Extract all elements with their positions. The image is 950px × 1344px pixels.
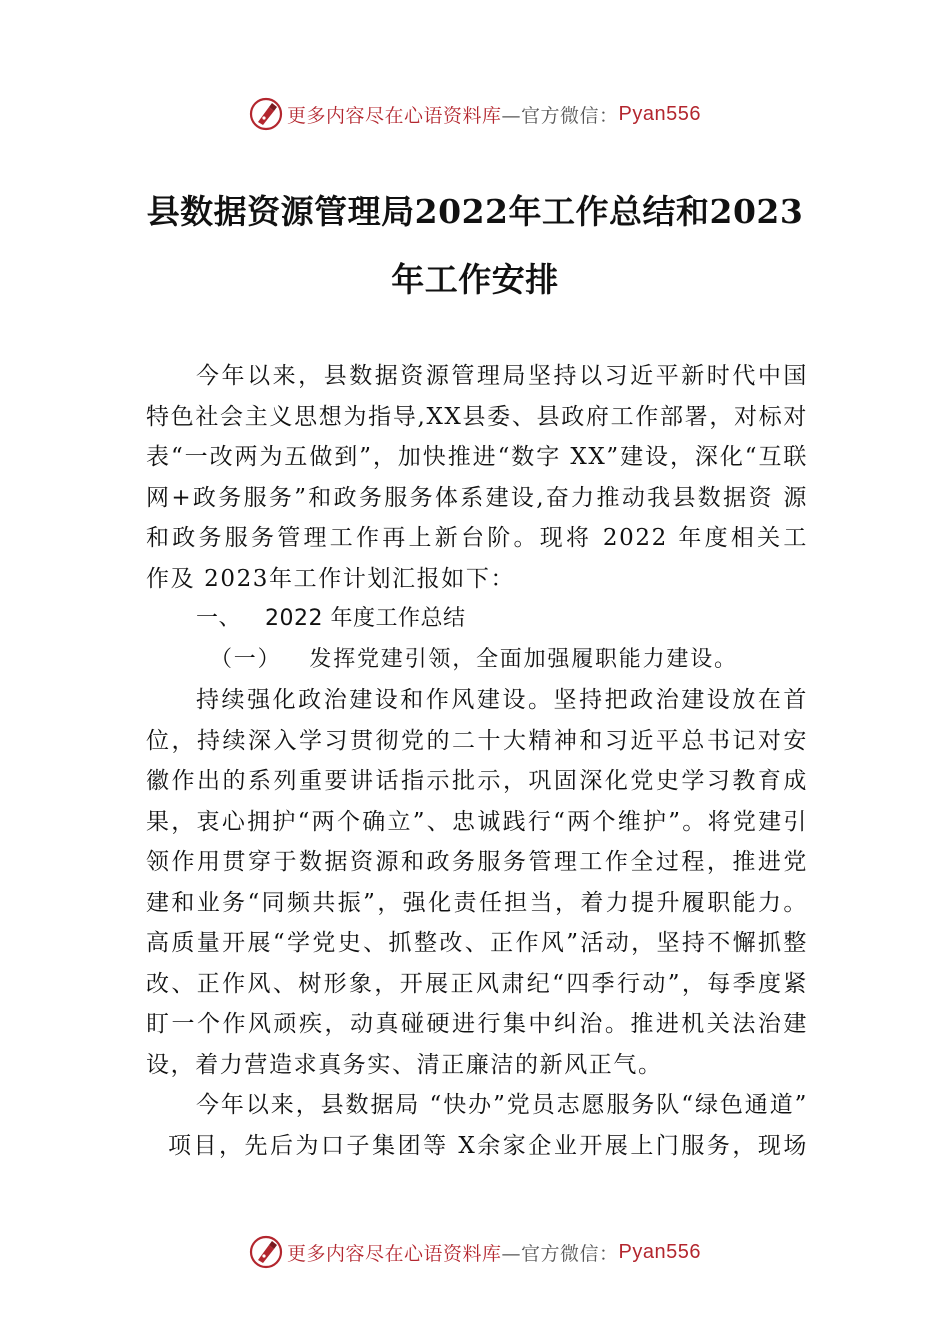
paragraph-line: 持续强化政治建设和作风建设。坚持把政治建设放在首 <box>196 687 808 713</box>
promo-separator: —官方微信： <box>501 1242 619 1265</box>
footer-banner <box>0 1232 950 1272</box>
subsection-title: 发挥党建引领，全面加强履职能力建设。 <box>309 646 738 672</box>
paragraph-line: 果，衷心拥护“两个确立”、忠诚践行“两个维护”。将党建引 <box>146 808 808 835</box>
paragraph-line: 高质量开展“学党史、抓整改、正作风”活动，坚持不懈抓整 <box>146 930 808 956</box>
paragraph-line: 位，持续深入学习贯彻党的二十大精神和习近平总书记对安 <box>146 727 808 754</box>
section-heading-1 <box>146 599 808 640</box>
pen-nib-logo-icon <box>249 1235 283 1269</box>
paragraph-line: 徽作出的系列重要讲话指示批示，巩固深化党史学习教育成 <box>146 768 808 794</box>
paragraph-line: 设，着力营造求真务实、清正廉洁的新风正气。 <box>146 1051 663 1078</box>
intro-line: 特色社会主义思想为指导,XX县委、县政府工作部署，对标对 <box>146 403 808 430</box>
subsection-heading-1 <box>146 640 808 681</box>
intro-line: 网+政务服务”和政务服务体系建设,奋力推动我县数据资 源 <box>146 484 808 511</box>
section-title: 2022 年度工作总结 <box>265 606 466 631</box>
document-title-line-1: 县数据资源管理局2022年工作总结和2023 <box>146 192 804 231</box>
paragraph-line: 盯一个作风顽疾，动真碰硬进行集中纠治。推进机关法治建 <box>146 1011 808 1037</box>
wechat-id: Pyan556 <box>618 102 701 125</box>
intro-line: 今年以来，县数据资源管理局坚持以习近平新时代中国 <box>196 363 808 389</box>
document-title-line-2: 年工作安排 <box>391 260 559 299</box>
paragraph-line: 项目，先后为口子集团等 X余家企业开展上门服务，现场 <box>168 1132 808 1159</box>
promo-separator: —官方微信： <box>501 104 619 127</box>
promo-text: 更多内容尽在心语资料库 <box>287 1242 502 1265</box>
wechat-id: Pyan556 <box>618 1240 701 1263</box>
subsection-number: （一） <box>210 646 282 672</box>
intro-line: 作及 2023年工作计划汇报如下： <box>146 565 516 592</box>
section-number: 一、 <box>196 606 242 631</box>
paragraph-line: 今年以来，县数据局 “快办”党员志愿服务队“绿色通道” <box>196 1092 808 1118</box>
intro-line: 和政务服务管理工作再上新台阶。现将 2022 年度相关工 <box>146 525 808 551</box>
document-body <box>146 356 808 1166</box>
intro-line: 表“一改两为五做到”，加快推进“数字 XX”建设，深化“互联 <box>146 444 808 470</box>
pen-nib-logo-icon <box>249 97 283 131</box>
promo-text: 更多内容尽在心语资料库 <box>287 104 502 127</box>
header-banner <box>0 94 950 134</box>
paragraph-line: 建和业务“同频共振”，强化责任担当，着力提升履职能力。 <box>146 889 808 916</box>
paragraph-line: 改、正作风、树形象，开展正风肃纪“四季行动”，每季度紧 <box>146 970 808 997</box>
paragraph-line: 领作用贯穿于数据资源和政务服务管理工作全过程，推进党 <box>146 849 808 875</box>
